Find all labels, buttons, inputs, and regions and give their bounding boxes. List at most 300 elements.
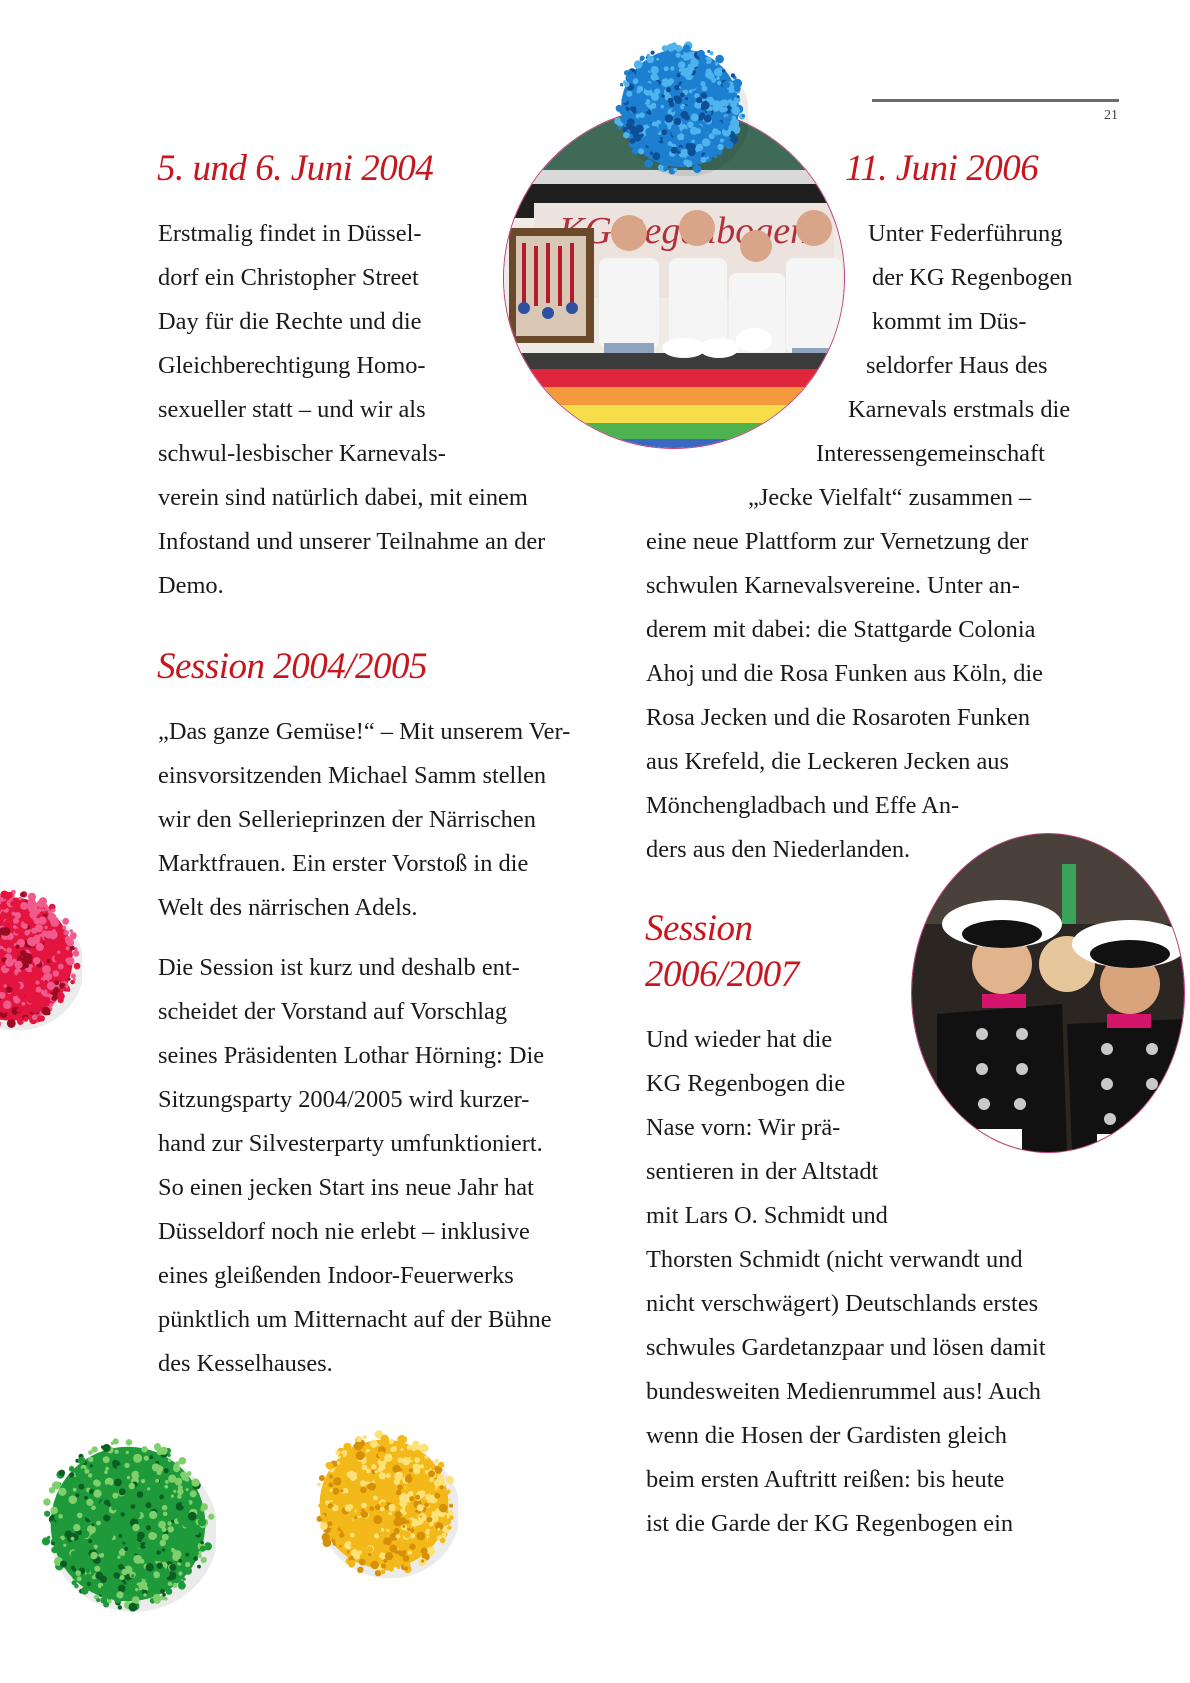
glitter-dot: [18, 897, 22, 901]
glitter-dot: [164, 1485, 168, 1489]
glitter-dot: [29, 948, 35, 954]
glitter-dot: [162, 1505, 168, 1511]
glitter-dot: [191, 1479, 199, 1487]
glitter-dot: [373, 1515, 382, 1524]
glitter-dot: [338, 1513, 344, 1519]
text-line: Und wieder hat die: [646, 1026, 833, 1053]
glitter-dot: [66, 1543, 73, 1550]
glitter-dot: [71, 974, 76, 979]
glitter-dot: [446, 1476, 454, 1484]
glitter-dot: [41, 981, 44, 984]
glitter-dot: [375, 1504, 381, 1510]
text-line: derem mit dabei: die Stattgarde Colonia: [646, 616, 1036, 643]
glitter-dot: [81, 1582, 86, 1587]
glitter-dot: [171, 1495, 174, 1498]
glitter-dot: [357, 1519, 361, 1523]
glitter-dot: [167, 1492, 171, 1496]
glitter-dot: [703, 59, 707, 63]
glitter-dot: [141, 1446, 147, 1452]
glitter-dot: [42, 965, 51, 974]
glitter-dot: [105, 1467, 109, 1471]
paragraph-session-2004-2005-b: [158, 946, 552, 1386]
glitter-dot: [345, 1496, 351, 1502]
glitter-dot: [637, 86, 643, 92]
glitter-dot: [393, 1517, 402, 1526]
glitter-dot: [701, 101, 710, 110]
glitter-dot: [626, 74, 634, 82]
glitter-dot: [168, 1582, 172, 1586]
glitter-dot: [183, 1520, 191, 1528]
glitter-dot: [144, 1456, 149, 1461]
text-line: Sitzungsparty 2004/2005 wird kurzer-: [158, 1086, 530, 1113]
glitter-dot: [731, 73, 735, 77]
glitter-dot: [419, 1490, 425, 1496]
glitter-dot: [161, 1584, 166, 1589]
glitter-dot: [428, 1536, 436, 1544]
glitter-dot: [675, 159, 679, 163]
glitter-dot: [636, 125, 644, 133]
glitter-dot: [69, 1466, 74, 1471]
glitter-dot: [373, 1496, 378, 1501]
glitter-dot: [73, 978, 76, 981]
glitter-dot: [185, 1562, 190, 1567]
glitter-dot: [724, 126, 729, 131]
glitter-dot: [437, 1528, 440, 1531]
glitter-dot: [429, 1504, 436, 1511]
glitter-dot: [200, 1507, 205, 1512]
glitter-dot: [630, 99, 638, 107]
glitter-dot: [619, 107, 626, 114]
glitter-dot: [666, 105, 669, 108]
text-line: Düsseldorf noch nie erlebt – inklusive: [158, 1218, 530, 1245]
glitter-dot: [418, 1522, 422, 1526]
glitter-dot: [630, 138, 636, 144]
glitter-dot: [639, 112, 645, 118]
text-line: Infostand und unserer Teilnahme an der: [158, 528, 546, 555]
glitter-dot: [167, 1453, 171, 1457]
glitter-dot: [402, 1457, 410, 1465]
glitter-dot: [182, 1577, 185, 1580]
glitter-dot: [124, 1463, 129, 1468]
heading-line: Session: [645, 908, 753, 949]
text-line: wir den Sellerieprinzen der Närrischen: [158, 806, 536, 833]
glitter-dot: [88, 1514, 96, 1522]
glitter-dot: [139, 1469, 148, 1478]
glitter-dot: [325, 1485, 329, 1489]
glitter-dot: [332, 1488, 339, 1495]
text-line: Karnevals erstmals die: [848, 396, 1071, 423]
glitter-dot: [658, 72, 664, 78]
glitter-dot: [68, 978, 71, 981]
glitter-dot: [43, 993, 47, 997]
glitter-dot: [662, 59, 669, 66]
glitter-dot: [340, 1523, 348, 1531]
glitter-dot: [371, 1561, 379, 1569]
glitter-dot: [712, 105, 719, 112]
glitter-dot: [31, 928, 37, 934]
glitter-dot: [70, 932, 76, 938]
glitter-dot: [328, 1503, 333, 1508]
glitter-dot: [634, 60, 643, 69]
glitter-dot: [132, 1524, 139, 1531]
glitter-dot: [381, 1570, 386, 1575]
glitter-dot: [62, 918, 69, 925]
text-line: pünktlich um Mitternacht auf der Bühne: [158, 1306, 552, 1333]
glitter-dot: [330, 1489, 333, 1492]
glitter-dot: [363, 1435, 367, 1439]
glitter-dot: [679, 76, 684, 81]
glitter-dot: [117, 1555, 120, 1558]
glitter-dot: [681, 72, 684, 75]
glitter-dot: [193, 1528, 200, 1535]
glitter-dot: [659, 124, 662, 127]
glitter-dot: [684, 67, 693, 76]
glitter-dot: [120, 1575, 125, 1580]
glitter-dot: [442, 1520, 448, 1526]
glitter-dot: [20, 892, 25, 897]
glitter-dot: [57, 1528, 65, 1536]
glitter-dot: [324, 1491, 328, 1495]
glitter-dot: [180, 1472, 187, 1479]
glitter-dot: [54, 954, 63, 963]
glitter-dot: [75, 1469, 83, 1477]
text-line: des Kesselhauses.: [158, 1350, 333, 1377]
glitter-dot: [177, 1517, 183, 1523]
glitter-dot: [190, 1490, 197, 1497]
glitter-dot: [383, 1559, 387, 1563]
glitter-dot: [644, 83, 652, 91]
glitter-dot: [177, 1494, 182, 1499]
text-line: aus Krefeld, die Leckeren Jecken aus: [646, 748, 1009, 775]
glitter-dot: [155, 1490, 160, 1495]
glitter-dot: [348, 1504, 353, 1509]
glitter-dot: [118, 1605, 122, 1609]
glitter-dot: [715, 62, 719, 66]
glitter-dot: [49, 1003, 53, 1007]
glitter-dot: [197, 1565, 201, 1569]
glitter-dot: [84, 1496, 88, 1500]
glitter-dot: [348, 1458, 356, 1466]
glitter-dot: [338, 1455, 341, 1458]
booth-banner-text: Regenbogen: [621, 210, 810, 252]
glitter-dot: [15, 928, 21, 934]
glitter-dot: [7, 1019, 16, 1028]
glitter-dot: [339, 1469, 344, 1474]
glitter-dot: [123, 1539, 126, 1542]
glitter-dot: [185, 1553, 189, 1557]
glitter-dot: [351, 1538, 358, 1545]
text-line: verein sind natürlich dabei, mit einem: [158, 484, 528, 511]
glitter-dot: [374, 1557, 377, 1560]
glitter-dot: [368, 1483, 376, 1491]
glitter-dot: [725, 116, 729, 120]
blue-glitter-ball-decoration: [612, 40, 748, 176]
glitter-dot: [648, 112, 651, 115]
text-line: schwulen Karnevalsvereine. Unter an-: [646, 572, 1020, 599]
glitter-dot: [343, 1477, 350, 1484]
glitter-dot: [173, 1490, 176, 1493]
glitter-dot: [89, 1489, 94, 1494]
glitter-dot: [717, 81, 721, 85]
glitter-dot: [359, 1559, 366, 1566]
glitter-dot: [116, 1591, 123, 1598]
glitter-dot: [654, 89, 660, 95]
glitter-dot: [447, 1525, 451, 1529]
glitter-dot: [106, 1552, 111, 1557]
glitter-dot: [41, 977, 44, 980]
text-line: Thorsten Schmidt (nicht verwandt und: [646, 1246, 1023, 1273]
glitter-dot: [58, 1488, 66, 1496]
glitter-dot: [132, 1495, 138, 1501]
glitter-dot: [405, 1475, 413, 1483]
glitter-dot: [390, 1515, 394, 1519]
glitter-dot: [440, 1538, 446, 1544]
glitter-dot: [320, 1500, 325, 1505]
glitter-dot: [669, 102, 674, 107]
glitter-dot: [85, 1568, 90, 1573]
glitter-dot: [708, 73, 715, 80]
glitter-dot: [641, 68, 646, 73]
glitter-dot: [175, 1536, 178, 1539]
glitter-dot: [164, 1597, 168, 1601]
glitter-dot: [702, 138, 711, 147]
glitter-dot: [386, 1473, 391, 1478]
glitter-dot: [684, 105, 689, 110]
text-line: Marktfrauen. Ein erster Vorstoß in die: [158, 850, 529, 877]
glitter-dot: [414, 1457, 420, 1463]
glitter-dot: [94, 1566, 100, 1572]
glitter-dot: [725, 141, 733, 149]
glitter-dot: [40, 998, 43, 1001]
glitter-dot: [696, 97, 702, 103]
glitter-dot: [647, 56, 655, 64]
glitter-dot: [90, 1552, 97, 1559]
glitter-dot: [54, 980, 59, 985]
glitter-dot: [679, 69, 682, 72]
glitter-dot: [425, 1494, 432, 1501]
glitter-dot: [370, 1440, 378, 1448]
glitter-dot: [357, 1567, 363, 1573]
glitter-dot: [88, 1473, 92, 1477]
glitter-dot: [343, 1443, 351, 1451]
glitter-dot: [96, 1598, 100, 1602]
glitter-dot: [168, 1526, 174, 1532]
glitter-dot: [67, 1510, 72, 1515]
glitter-dot: [673, 168, 677, 172]
glitter-dot: [652, 143, 661, 152]
glitter-dot: [157, 1470, 162, 1475]
glitter-dot: [104, 1470, 108, 1474]
glitter-dot: [36, 981, 40, 985]
glitter-dot: [52, 929, 56, 933]
glitter-dot: [51, 1542, 55, 1546]
glitter-dot: [374, 1533, 379, 1538]
text-line: eine neue Plattform zur Vernetzung der: [646, 528, 1029, 555]
glitter-dot: [69, 1495, 78, 1504]
glitter-dot: [671, 147, 678, 154]
glitter-dot: [119, 1534, 123, 1538]
glitter-dot: [675, 104, 679, 108]
glitter-dot: [201, 1557, 207, 1563]
glitter-dot: [88, 1457, 93, 1462]
glitter-dot: [652, 114, 658, 120]
glitter-dot: [0, 903, 7, 910]
glitter-dot: [162, 1534, 169, 1541]
glitter-dot: [178, 1571, 182, 1575]
glitter-dot: [392, 1465, 400, 1473]
glitter-dot: [66, 946, 70, 950]
glitter-dot: [350, 1533, 355, 1538]
text-line: hand zur Silvesterparty umfunktioniert.: [158, 1130, 543, 1157]
glitter-dot: [44, 1511, 50, 1517]
glitter-dot: [187, 1471, 192, 1476]
glitter-dot: [44, 939, 50, 945]
glitter-dot: [384, 1454, 392, 1462]
text-line: mit Lars O. Schmidt und: [646, 1202, 888, 1229]
glitter-dot: [414, 1450, 422, 1458]
glitter-dot: [386, 1529, 389, 1532]
glitter-dot: [626, 123, 631, 128]
glitter-dot: [665, 114, 673, 122]
glitter-dot: [114, 1572, 121, 1579]
glitter-dot: [200, 1546, 206, 1552]
glitter-dot: [650, 92, 655, 97]
glitter-dot: [388, 1504, 396, 1512]
glitter-dot: [112, 1460, 118, 1466]
glitter-dot: [37, 900, 45, 908]
glitter-dot: [434, 1493, 440, 1499]
glitter-dot: [63, 1544, 66, 1547]
glitter-dot: [60, 1503, 69, 1512]
glitter-dot: [685, 160, 692, 167]
glitter-dot: [72, 1568, 76, 1572]
glitter-dot: [640, 76, 643, 79]
glitter-dot: [6, 892, 10, 896]
glitter-dot: [91, 1546, 95, 1550]
glitter-dot: [356, 1451, 365, 1460]
glitter-dot: [131, 1508, 140, 1517]
glitter-dot: [1, 911, 5, 915]
glitter-dot: [149, 1455, 153, 1459]
glitter-dot: [671, 109, 674, 112]
glitter-dot: [742, 114, 745, 117]
glitter-dot: [661, 94, 664, 97]
glitter-dot: [172, 1583, 177, 1588]
glitter-dot: [730, 101, 737, 108]
glitter-dot: [382, 1524, 386, 1528]
glitter-dot: [169, 1564, 176, 1571]
glitter-dot: [626, 129, 630, 133]
text-line: Interessengemeinschaft: [816, 440, 1045, 467]
glitter-dot: [363, 1533, 371, 1541]
glitter-dot: [47, 1536, 50, 1539]
glitter-dot: [93, 1490, 101, 1498]
glitter-dot: [685, 143, 692, 150]
glitter-dot: [129, 1603, 138, 1612]
glitter-dot: [32, 966, 39, 973]
glitter-dot: [409, 1496, 414, 1501]
glitter-dot: [166, 1588, 173, 1595]
glitter-dot: [78, 1457, 86, 1465]
glitter-dot: [320, 1514, 325, 1519]
glitter-dot: [327, 1463, 334, 1470]
glitter-dot: [397, 1485, 403, 1491]
glitter-dot: [652, 152, 660, 160]
glitter-dot: [690, 127, 698, 135]
glitter-dot: [58, 964, 64, 970]
glitter-dot: [366, 1452, 374, 1460]
glitter-dot: [52, 1481, 60, 1489]
glitter-dot: [164, 1468, 169, 1473]
glitter-dot: [42, 987, 45, 990]
glitter-dot: [704, 115, 712, 123]
glitter-dot: [662, 129, 668, 135]
glitter-dot: [689, 167, 692, 170]
glitter-dot: [358, 1550, 362, 1554]
glitter-dot: [28, 1005, 34, 1011]
glitter-dot: [400, 1448, 403, 1451]
glitter-dot: [370, 1506, 375, 1511]
glitter-dot: [354, 1523, 362, 1531]
glitter-dot: [81, 1587, 89, 1595]
green-glitter-ball-decoration: [40, 1436, 216, 1612]
glitter-dot: [87, 1582, 91, 1586]
glitter-dot: [129, 1543, 138, 1552]
glitter-dot: [385, 1485, 390, 1490]
glitter-dot: [340, 1489, 343, 1492]
glitter-dot: [86, 1499, 93, 1506]
glitter-dot: [668, 78, 674, 84]
text-line: Die Session ist kurz und deshalb ent-: [158, 954, 520, 981]
glitter-dot: [47, 982, 55, 990]
glitter-dot: [127, 1502, 131, 1506]
glitter-dot: [682, 45, 690, 53]
glitter-dot: [416, 1532, 425, 1541]
glitter-dot: [441, 1533, 446, 1538]
text-line: ders aus den Niederlanden.: [646, 836, 911, 863]
glitter-dot: [198, 1518, 206, 1526]
glitter-dot: [69, 1472, 74, 1477]
glitter-dot: [104, 1500, 110, 1506]
glitter-dot: [3, 984, 7, 988]
glitter-dot: [375, 1481, 380, 1486]
glitter-dot: [424, 1539, 427, 1542]
glitter-dot: [398, 1542, 407, 1551]
glitter-dot: [27, 995, 35, 1003]
text-line: Day für die Rechte und die: [158, 308, 422, 335]
glitter-dot: [105, 1484, 112, 1491]
glitter-dot: [618, 126, 622, 130]
glitter-dot: [651, 73, 659, 81]
glitter-dot: [126, 1468, 132, 1474]
red-glitter-ball-decoration: [0, 888, 82, 1030]
glitter-dot: [329, 1515, 334, 1520]
glitter-dot: [368, 1553, 371, 1556]
glitter-dot: [22, 987, 31, 996]
glitter-dot: [24, 963, 29, 968]
glitter-dot: [118, 1564, 124, 1570]
glitter-dot: [717, 144, 723, 150]
glitter-dot: [132, 1596, 140, 1604]
glitter-dot: [137, 1491, 144, 1498]
glitter-dot: [390, 1545, 398, 1553]
glitter-dot: [186, 1488, 189, 1491]
glitter-dot: [182, 1500, 190, 1508]
glitter-dot: [126, 1580, 131, 1585]
glitter-dot: [86, 1573, 90, 1577]
glitter-dot: [97, 1548, 103, 1554]
glitter-dot: [160, 1447, 168, 1455]
